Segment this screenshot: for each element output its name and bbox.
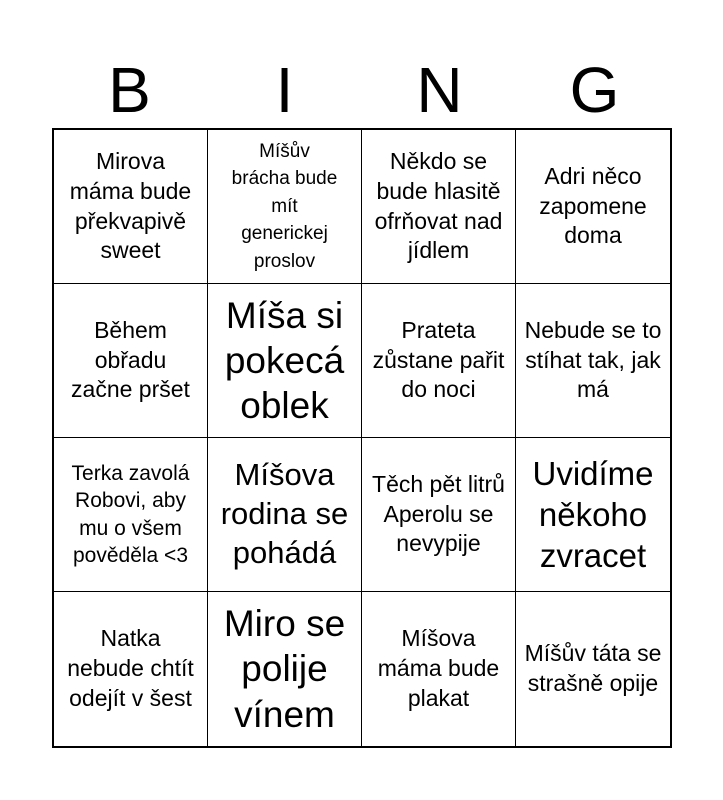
bingo-cell[interactable]: Nebude se to stíhat tak, jak má	[516, 284, 670, 438]
header-letter-i: I	[275, 54, 294, 126]
bingo-cell[interactable]: Míšův táta se strašně opije	[524, 640, 662, 696]
bingo-cell[interactable]: Mirova máma bude překvapivě sweet	[54, 130, 208, 284]
bingo-cell[interactable]: Míša si pokecá oblek	[208, 284, 362, 438]
bingo-cell[interactable]: Natka nebude chtít odejít v šest	[54, 592, 208, 746]
bingo-cell[interactable]: Miro se polije vínem	[208, 592, 362, 746]
bingo-header	[52, 52, 672, 128]
header-letter-g: G	[569, 54, 620, 126]
bingo-cell[interactable]: Někdo se bude hlasitě ofrňovat nad jídlem	[362, 130, 516, 284]
bingo-grid	[52, 128, 672, 748]
bingo-cell[interactable]: Těch pět litrů Aperolu se nevypije	[362, 438, 516, 592]
bingo-cell[interactable]: Uvidíme někoho zvracet	[516, 438, 670, 592]
bingo-cell[interactable]: Během obřadu začne pršet	[54, 284, 208, 438]
bingo-cell[interactable]: Prateta zůstane pařit do noci	[362, 284, 516, 438]
bingo-cell[interactable]: Míšův brácha bude mít generickej proslov	[208, 130, 362, 284]
bingo-cell[interactable]: Adri něco zapomene doma	[516, 130, 670, 284]
bingo-cell[interactable]: Terka zavolá Robovi, aby mu o všem pověděla <3	[54, 438, 208, 592]
header-letter-b: B	[108, 54, 151, 126]
bingo-cell[interactable]: Míšova rodina se pohádá	[208, 438, 362, 592]
bingo-cell[interactable]: Míšova máma bude plakat	[362, 592, 516, 746]
header-letter-n: N	[416, 54, 463, 126]
